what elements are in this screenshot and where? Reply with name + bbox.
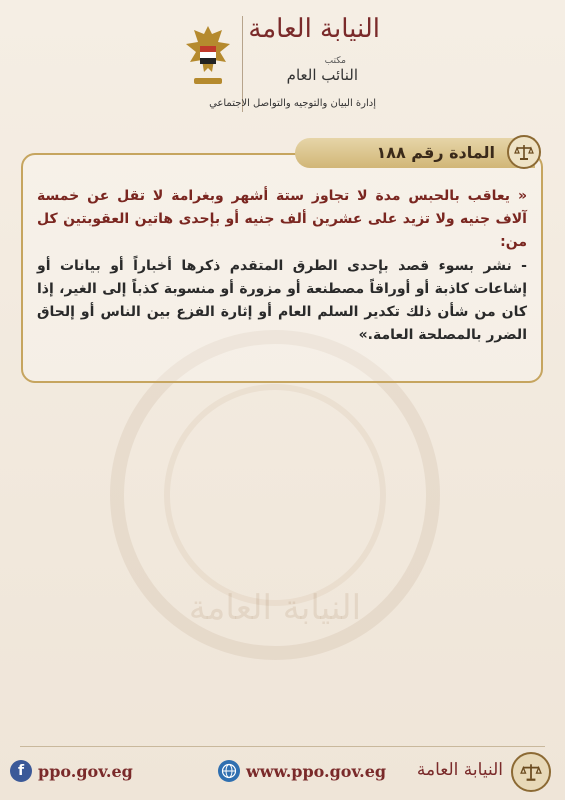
globe-icon — [218, 760, 240, 782]
facebook-link[interactable] — [10, 760, 133, 782]
article-paragraph-1: « يعاقب بالحبس مدة لا تجاوز ستة أشهر وبغرامة لا تقل عن خمسة آلاف جنيه ولا تزيد على عشرين ألف جنيه أو بإحدى هاتين العقوبتين كل من: — [37, 188, 527, 250]
article-label: المادة رقم ١٨٨ — [376, 143, 495, 162]
header-subtitle-small: مكتب — [324, 56, 346, 66]
header-office-name: النائب العام — [286, 66, 358, 84]
header-department: إدارة البيان والتوجيه والتواصل الاجتماعي — [209, 98, 376, 109]
facebook-link-text: ppo.gov.eg — [38, 761, 133, 781]
website-link[interactable] — [218, 760, 386, 782]
footer-org-name: النيابة العامة — [416, 760, 503, 780]
scales-of-justice-icon — [507, 135, 541, 169]
footer-logo-icon — [511, 752, 551, 792]
watermark-text: النيابة العامة — [188, 588, 362, 628]
facebook-icon: f — [10, 760, 32, 782]
header-title: النيابة العامة — [248, 14, 380, 44]
article-label-tab — [295, 138, 535, 168]
watermark-inner-ring — [164, 384, 386, 606]
footer — [0, 738, 565, 800]
header — [160, 12, 380, 112]
eagle-emblem-icon — [182, 22, 234, 92]
website-link-text: www.ppo.gov.eg — [246, 761, 387, 781]
footer-divider — [20, 746, 545, 747]
article-paragraph-2: - نشر بسوء قصد بإحدى الطرق المتقدم ذكرها أخباراً أو بيانات أو إشاعات كاذبة أو أوراقاً مصطنعة أو مزورة أو منسوبة كذباً إلى الغير، إذا كان من شأن ذلك تكدير السلم العام أو إثارة الفزع بين الناس أو إلحاق الضرر بالمصلحة العامة.» — [37, 258, 527, 343]
article-content-box — [21, 153, 543, 383]
